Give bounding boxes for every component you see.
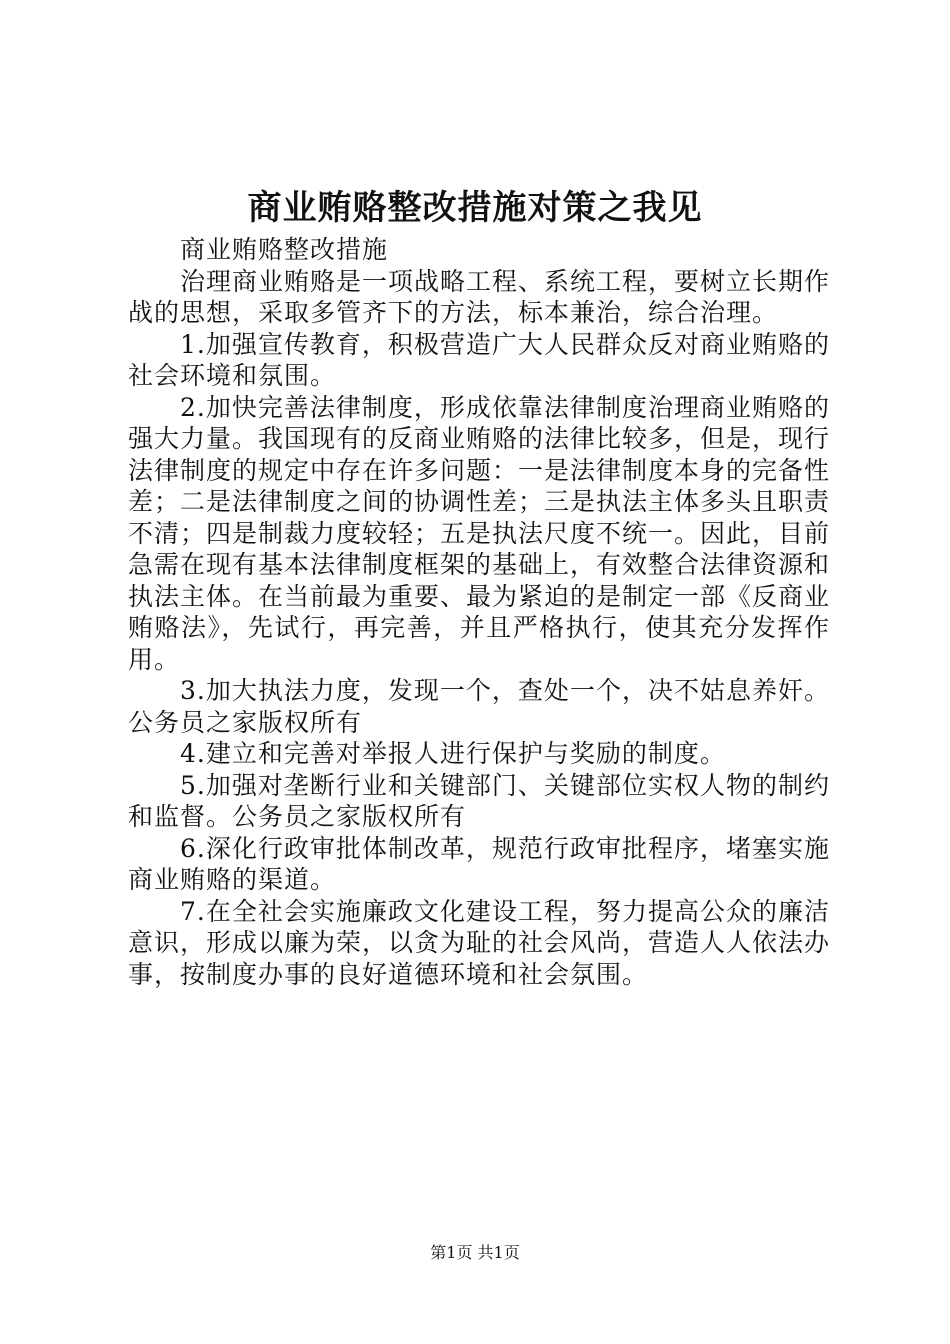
paragraph-intro: 治理商业贿赂是一项战略工程、系统工程，要树立长期作战的思想，采取多管齐下的方法，标本兼治，综合治理。 [128, 266, 831, 327]
paragraph-item-1: 1.加强宣传教育，积极营造广大人民群众反对商业贿赂的社会环境和氛围。 [128, 329, 830, 390]
page-number-footer: 第1页 共1页 [430, 1243, 520, 1262]
paragraph-item-2: 2.加快完善法律制度，形成依靠法律制度治理商业贿赂的强大力量。我国现有的反商业贿赂的法律比较多，但是，现行法律制度的规定中存在许多问题：一是法律制度本身的完备性差；二是法律制度之间的协调性差；三是执法主体多头且职责不清；四是制裁力度较轻；五是执法尺度不统一。因此，目前急需在现有基本法律制度框架的基础上，有效整合法律资源和执法主体。在当前最为重要、最为紧迫的是制定一部《反商业贿赂法》，先试行，再完善，并且严格执行，使其充分发挥作用。 [128, 392, 831, 674]
document-title: 商业贿赂整改措施对策之我见 [247, 188, 703, 228]
paragraph-item-5: 5.加强对垄断行业和关键部门、关键部位实权人物的制约和监督。公务员之家版权所有 [128, 770, 830, 831]
paragraph-item-4: 4.建立和完善对举报人进行保护与奖励的制度。 [180, 739, 726, 768]
paragraph-item-3: 3.加大执法力度，发现一个，查处一个，决不姑息养奸。公务员之家版权所有 [128, 676, 830, 737]
paragraph-heading: 商业贿赂整改措施 [180, 235, 389, 264]
document-body [128, 234, 830, 990]
paragraph-item-6: 6.深化行政审批体制改革，规范行政审批程序，堵塞实施商业贿赂的渠道。 [128, 833, 830, 894]
paragraph-item-7: 7.在全社会实施廉政文化建设工程，努力提高公众的廉洁意识，形成以廉为荣，以贪为耻的社会风尚，营造人人依法办事，按制度办事的良好道德环境和社会氛围。 [128, 896, 831, 989]
